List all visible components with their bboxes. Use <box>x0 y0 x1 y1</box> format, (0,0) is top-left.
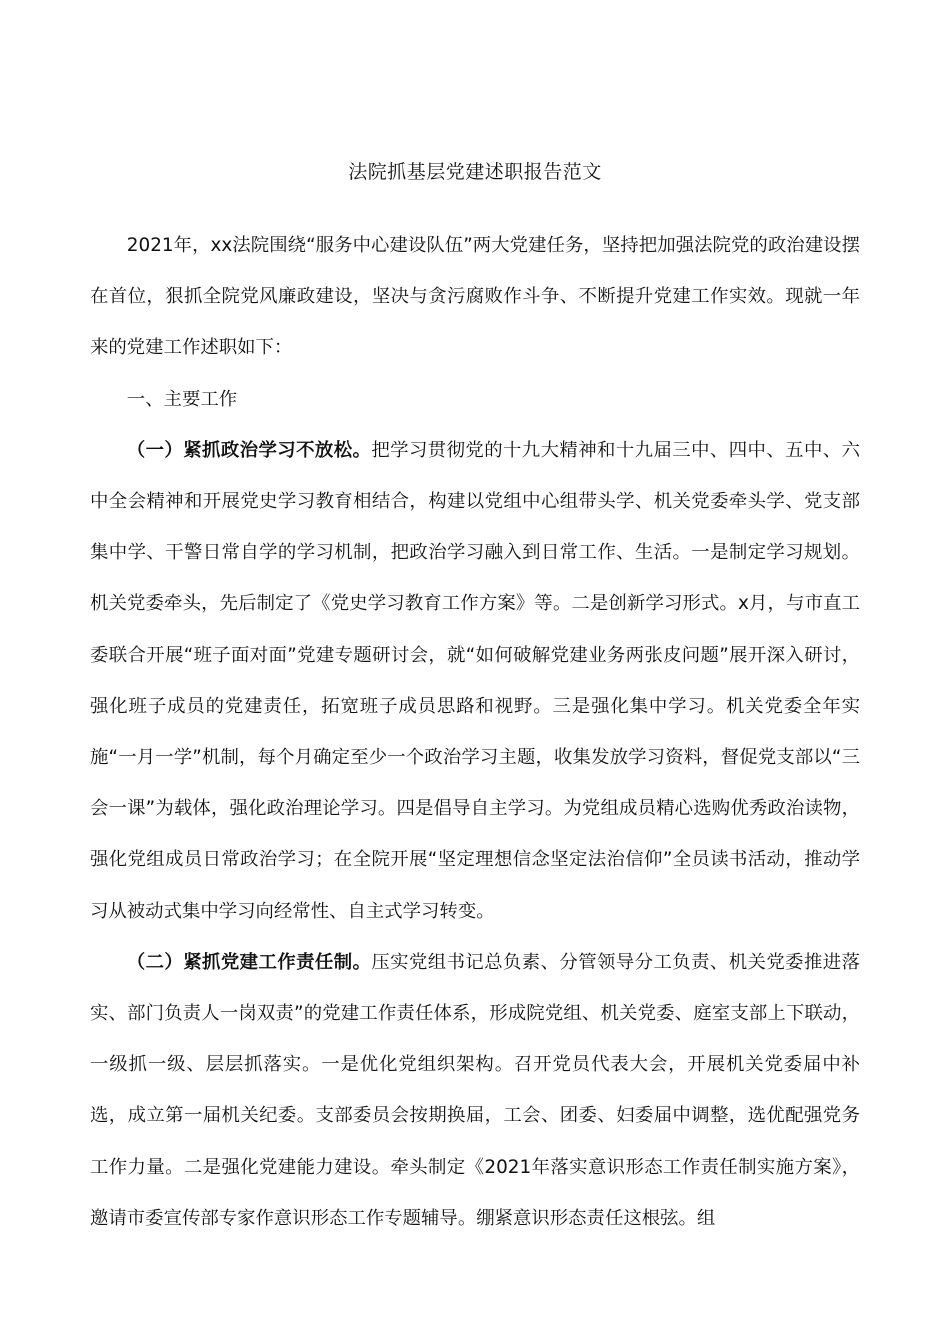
intro-paragraph: 2021年，xx法院围绕“服务中心建设队伍”两大党建任务，坚持把加强法院党的政治建设摆在首位，狠抓全院党风廉政建设，坚决与贪污腐败作斗争、不断提升党建工作实效。现就一年来的党建工作述职如下： <box>90 235 860 359</box>
item2-paragraph <box>90 937 860 1244</box>
item2-lead: （二）紧抓党建工作责任制。 <box>126 951 372 973</box>
section-heading: 一、主要工作 <box>126 388 238 410</box>
item2-body: 压实党组书记总负素、分管领导分工负责、机关党委推进落实、部门负责人一岗双责”的党建工作责任体系，形成院党组、机关党委、庭室支部上下联动，一级抓一级、层层抓落实。一是优化党组织架构。召开党员代表大会，开展机关党委届中补选，成立第一届机关纪委。支部委员会按期换届，工会、团委、妇委届中调整，选优配强党务工作力量。二是强化党建能力建设。牵头制定《2021年落实意识形态工作责任制实施方案》，邀请市委宣传部专家作意识形态工作专题辅导。绷紧意识形态责任这根弦。组 <box>90 951 860 1229</box>
document-body <box>90 220 860 1244</box>
document-title: 法院抓基层党建述职报告范文 <box>348 161 602 183</box>
item1-body: 把学习贯彻党的十九大精神和十九届三中、四中、五中、六中全会精神和开展党史学习教育相结合，构建以党组中心组带头学、机关党委牵头学、党支部集中学、干警日常自学的学习机制，把政治学习融入到日常工作、生活。一是制定学习规划。机关党委牵头，先后制定了《党史学习教育工作方案》等。二是创新学习形式。x月，与市直工委联合开展“班子面对面”党建专题研讨会，就“如何破解党建业务两张皮问题”展开深入研讨，强化班子成员的党建责任，拓宽班子成员思路和视野。三是强化集中学习。机关党委全年实施“一月一学”机制，每个月确定至少一个政治学习主题，收集发放学习资料，督促党支部以“三会一课”为载体，强化政治理论学习。四是倡导自主学习。为党组成员精心选购优秀政治读物，强化党组成员日常政治学习；在全院开展“坚定理想信念坚定法治信仰”全员读书活动，推动学习从被动式集中学习向经常性、自主式学习转变。 <box>90 439 860 922</box>
item1-paragraph <box>90 425 860 937</box>
item1-lead: （一）紧抓政治学习不放松。 <box>126 439 372 461</box>
